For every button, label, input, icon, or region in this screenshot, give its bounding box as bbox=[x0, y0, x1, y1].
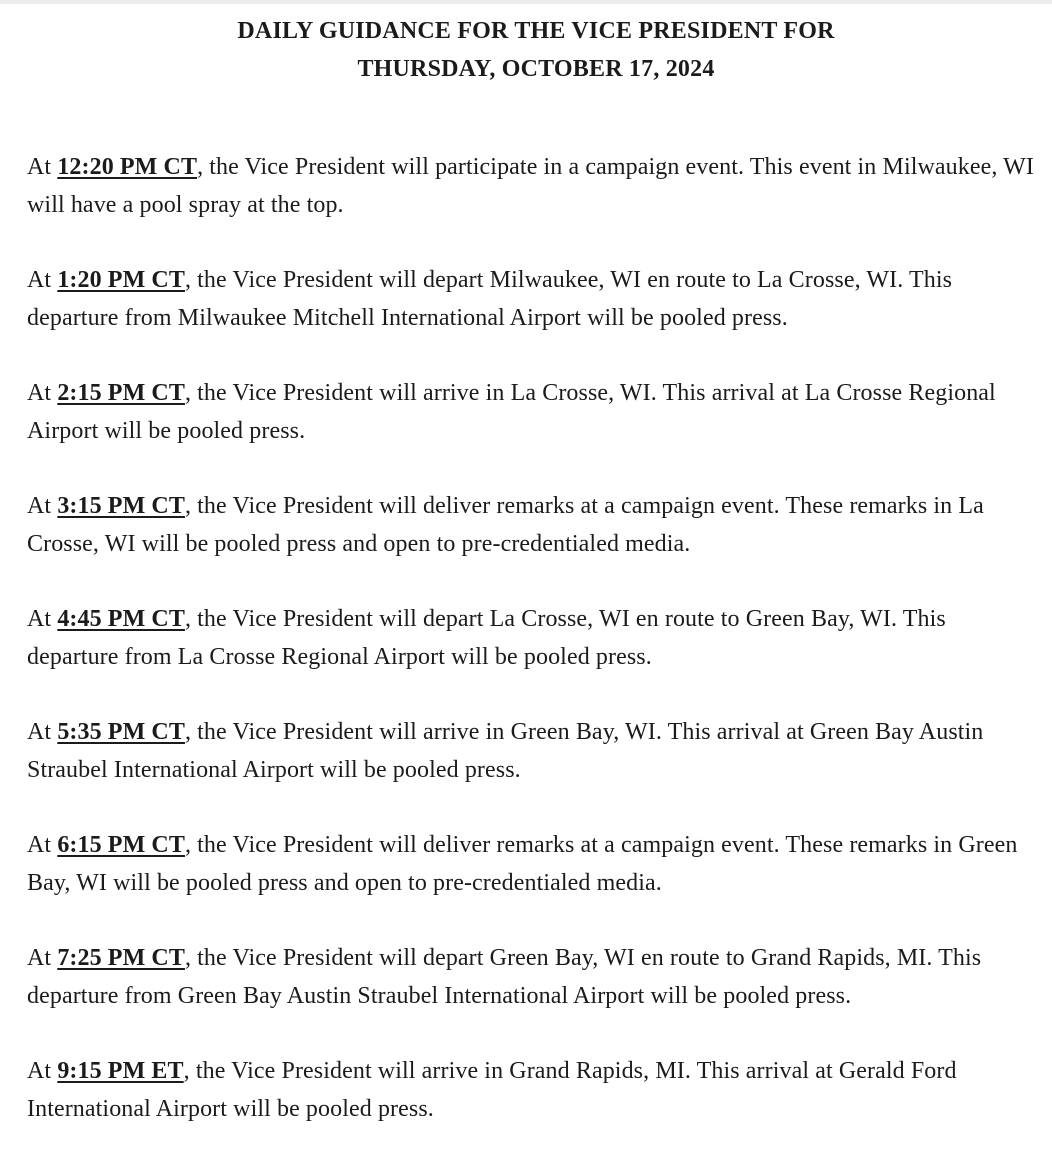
entry-prefix: At bbox=[27, 606, 58, 632]
schedule-entry bbox=[27, 713, 1037, 789]
title-line-2: THURSDAY, OCTOBER 17, 2024 bbox=[357, 56, 715, 82]
entry-time: 2:15 PM CT bbox=[57, 380, 185, 406]
entry-text: , the Vice President will depart La Crosse, WI en route to Green Bay, WI. This departure from La Crosse Regional Airport will be pooled press. bbox=[27, 606, 946, 670]
entry-time: 3:15 PM CT bbox=[57, 493, 185, 519]
entry-prefix: At bbox=[27, 154, 58, 180]
title-line-1: DAILY GUIDANCE FOR THE VICE PRESIDENT FOR bbox=[237, 18, 835, 44]
entry-prefix: At bbox=[27, 267, 58, 293]
entry-time: 7:25 PM CT bbox=[57, 945, 185, 971]
entry-text: , the Vice President will depart Green Bay, WI en route to Grand Rapids, MI. This departure from Green Bay Austin Straubel International Airport will be pooled press. bbox=[27, 945, 982, 1009]
entry-text: , the Vice President will deliver remarks at a campaign event. These remarks in Green Bay, WI will be pooled press and open to pre-credentialed media. bbox=[27, 832, 1018, 896]
entry-prefix: At bbox=[27, 832, 58, 858]
entry-text: , the Vice President will arrive in Grand Rapids, MI. This arrival at Gerald Ford International Airport will be pooled press. bbox=[27, 1058, 957, 1122]
entry-text: , the Vice President will arrive in La Crosse, WI. This arrival at La Crosse Regional Airport will be pooled press. bbox=[27, 380, 996, 444]
entry-prefix: At bbox=[27, 719, 58, 745]
entry-prefix: At bbox=[27, 380, 58, 406]
entry-time: 5:35 PM CT bbox=[57, 719, 185, 745]
entry-time: 6:15 PM CT bbox=[57, 832, 185, 858]
entry-text: , the Vice President will arrive in Green Bay, WI. This arrival at Green Bay Austin Straubel International Airport will be pooled press. bbox=[27, 719, 984, 783]
schedule-entry bbox=[27, 939, 1037, 1015]
entry-time: 9:15 PM ET bbox=[57, 1058, 184, 1084]
entry-time: 1:20 PM CT bbox=[57, 267, 185, 293]
schedule-entries bbox=[27, 148, 1037, 1128]
entry-text: , the Vice President will depart Milwaukee, WI en route to La Crosse, WI. This departure from Milwaukee Mitchell International Airport will be pooled press. bbox=[27, 267, 953, 331]
top-divider bbox=[0, 0, 1052, 4]
schedule-entry bbox=[27, 600, 1037, 676]
schedule-entry bbox=[27, 826, 1037, 902]
entry-text: , the Vice President will participate in a campaign event. This event in Milwaukee, WI will have a pool spray at the top. bbox=[27, 154, 1034, 218]
entry-prefix: At bbox=[27, 493, 58, 519]
entry-time: 4:45 PM CT bbox=[57, 606, 185, 632]
schedule-entry bbox=[27, 148, 1037, 224]
schedule-entry bbox=[27, 487, 1037, 563]
schedule-entry bbox=[27, 261, 1037, 337]
document-title bbox=[27, 12, 1037, 88]
guidance-document bbox=[27, 12, 1037, 1165]
entry-time: 12:20 PM CT bbox=[57, 154, 198, 180]
entry-prefix: At bbox=[27, 945, 58, 971]
schedule-entry bbox=[27, 374, 1037, 450]
schedule-entry bbox=[27, 1052, 1037, 1128]
entry-prefix: At bbox=[27, 1058, 58, 1084]
entry-text: , the Vice President will deliver remarks at a campaign event. These remarks in La Crosse, WI will be pooled press and open to pre-credentialed media. bbox=[27, 493, 984, 557]
